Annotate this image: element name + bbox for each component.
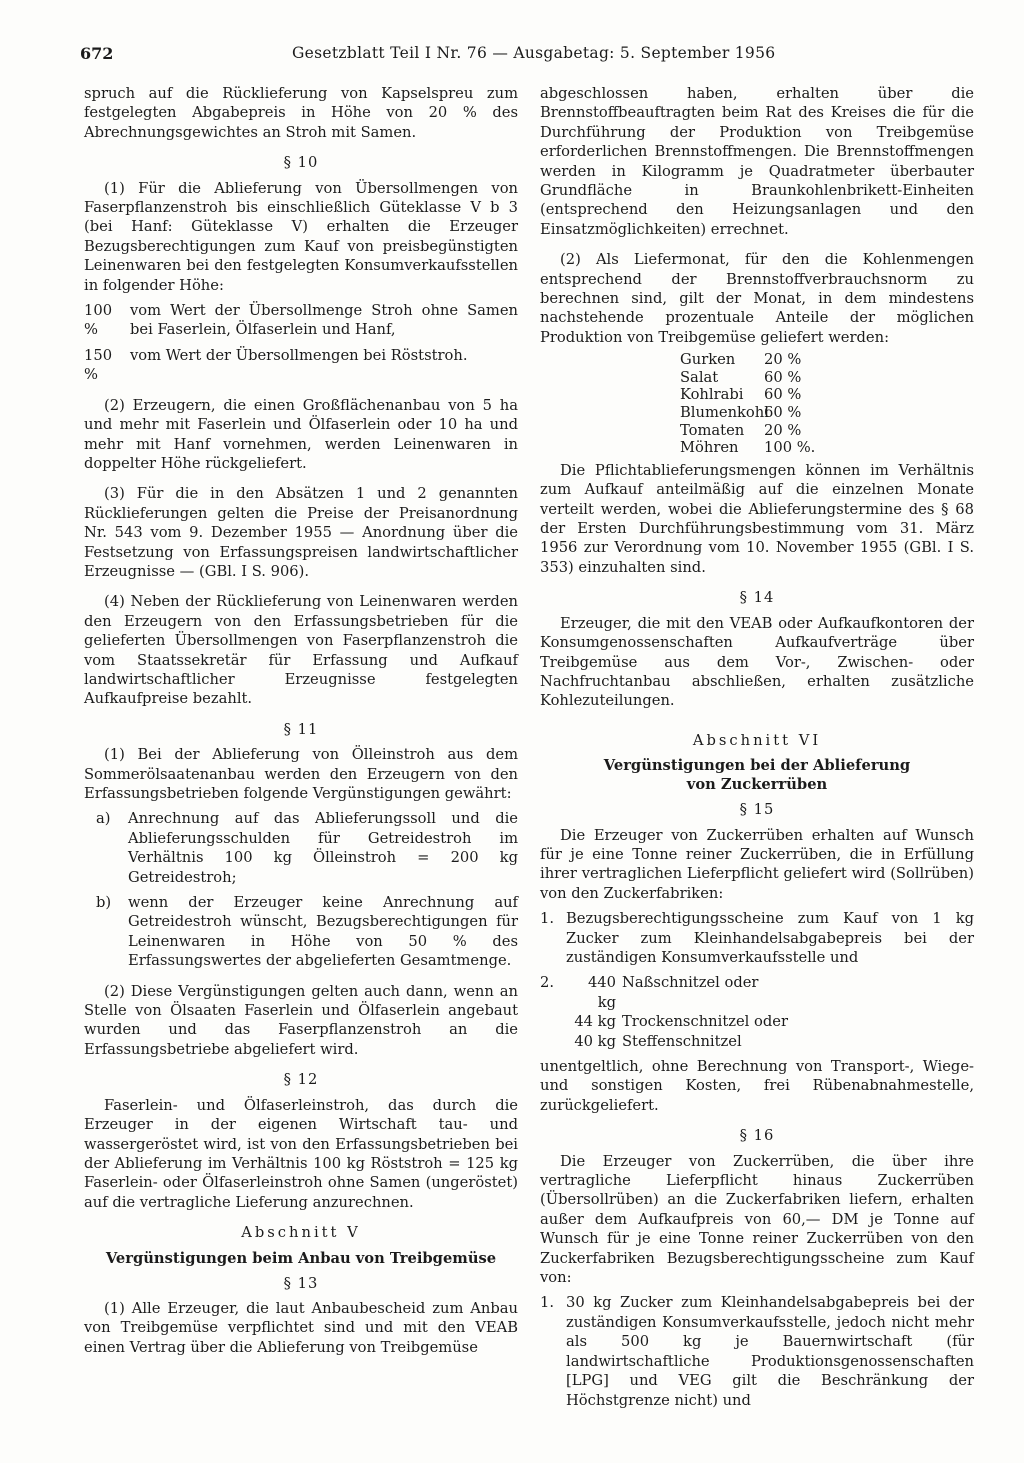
rate-item [84,301,518,340]
table-row [680,386,974,404]
section-heading: § 15 [739,801,775,819]
vegetable-percentage: 60 % [764,386,802,404]
amount: 44 kg [574,1013,616,1031]
rate-label: 150 % [84,346,113,384]
table-row [680,439,974,457]
list-label: 1. [540,910,555,928]
paragraph: Faserlein- und Ölfaserleinstroh, das durch die Erzeuger in der eigenen Wirtschaft tau- und wassergeröstet wird, ist von den Erfassungsbetrieben bei der Ablieferung im Verhältnis 100 kg Röststroh = 125 kg Faserlein- oder Ölfaserleinstroh ohne Samen (ungeröstet) auf die vertragliche Lieferung anzurechnen. [84,1096,518,1211]
paragraph: spruch auf die Rücklieferung von Kapselspreu zum festgelegten Abgabepreis in Höhe von 20 % des Abrechnungsgewichtes an Stroh mit Samen. [84,85,518,141]
vegetable-name: Tomaten [680,421,745,439]
list-item [540,1293,974,1409]
list-item [540,909,974,967]
paragraph: abgeschlossen haben, erhalten über die Brennstoffbeauftragten beim Rat des Kreises die für die Durchführung der Produktion von Treibgemüse erforderlichen Brennstoffmengen. Die Brennstoffmengen werden in Kilogramm je Quadratmeter überbauter Grundfläche in Braunkohlenbrikett-Einheiten (entsprechend den Heizungsanlagen und den Einsatzmöglichkeiten) errechnet. [540,85,974,238]
paragraph: (1) Alle Erzeuger, die laut Anbaubescheid zum Anbau von Treibgemüse verpflichtet sind und mit den VEAB einen Vertrag über die Ablieferung von Treibgemüse [84,1299,518,1356]
amount-text: Naßschnitzel oder [622,974,759,992]
right-column [540,84,974,1410]
table-row [680,404,974,422]
vegetable-percentage: 20 % [764,351,802,369]
table-row [680,422,974,440]
rate-text: vom Wert der Übersollmenge Stroh ohne Samen bei Faserlein, Ölfaserlein und Hanf, [130,302,518,339]
amount-text: Trockenschnitzel oder [622,1013,788,1031]
paragraph: (1) Bei der Ablieferung von Ölleinstroh aus dem Sommerölsaatenanbau werden den Erzeugern von den Erfassungsbetrieben folgende Vergünstigungen gewährt: [84,746,518,802]
table-row [680,369,974,387]
abschnitt-title-line: von Zuckerrüben [686,776,828,794]
section-heading: § 12 [283,1071,319,1089]
paragraph: (4) Neben der Rücklieferung von Leinenwaren werden den Erzeugern von den Erfassungsbetrieben für die gelieferten Übersollmengen von Faserpflanzenstroh die vom Staatssekretär für Erfassung und Aufkauf landwirtschaftlicher Erzeugnisse festgelegten Aufkaufpreise bezahlt. [84,593,518,708]
vegetable-name: Salat [680,368,719,386]
list-item [84,809,518,887]
list-label: 2. [540,974,555,992]
list-item [540,973,974,1051]
list-label: a) [96,810,111,828]
section-heading: § 10 [283,154,319,172]
section-heading: § 13 [283,1274,319,1292]
amount-row [540,1012,974,1031]
section-heading: § 14 [739,589,775,607]
amount-row [540,973,974,1012]
list-text: Anrechnung auf das Ablieferungssoll und die Ablieferungsschulden für Getreidestroh im Verhältnis 100 kg Ölleinstroh = 200 kg Getreidestroh; [128,810,518,886]
paragraph: (2) Erzeugern, die einen Großflächenanbau von 5 ha und mehr mit Faserlein und Ölfaserlein oder 10 ha und mehr mit Hanf vornehmen, werden Leinenwaren in doppelter Höhe rückgeliefert. [84,396,518,472]
amount-row [540,1032,974,1051]
vegetable-table [680,351,974,457]
amount-text: Steffenschnitzel [622,1032,742,1050]
rate-item [84,346,518,385]
list-label: b) [96,894,112,912]
vegetable-name: Kohlrabi [680,386,744,404]
amount: 40 kg [574,1032,616,1050]
paragraph: Die Erzeuger von Zuckerrüben erhalten auf Wunsch für je eine Tonne reiner Zuckerrüben, die in Erfüllung ihrer vertraglichen Lieferpflicht geliefert wird (Sollrüben) von den Zuckerfabriken: [540,826,974,902]
section-heading: § 11 [283,720,319,738]
amount: 440 kg [587,974,616,1011]
rate-text: vom Wert der Übersollmengen bei Röststroh. [130,346,468,364]
paragraph: unentgeltlich, ohne Berechnung von Transport-, Wiege- und sonstigen Kosten, frei Rübenabnahmestelle, zurückgeliefert. [540,1058,974,1114]
paragraph: (2) Diese Vergünstigungen gelten auch dann, wenn an Stelle von Ölsaaten Faserlein und Ölfaserlein angebaut wurden und das Faserpflanzenstroh an die Erfassungsbetriebe abgeliefert wird. [84,982,518,1058]
abschnitt-heading: Abschnitt VI [692,731,822,749]
page-number: 672 [80,44,114,63]
paragraph: (1) Für die Ablieferung von Übersollmengen von Faserpflanzenstroh bis einschließlich Güteklasse V b 3 (bei Hanf: Güteklasse V) erhalten die Erzeuger Bezugsberechtigungen zum Kauf von preisbegünstigten Leinenwaren bei den festgelegten Konsumverkaufsstellen in folgender Höhe: [84,179,518,294]
paragraph: Die Erzeuger von Zuckerrüben, die über ihre vertragliche Lieferpflicht hinaus Zuckerrüben (Übersollrüben) an die Zuckerfabriken liefern, erhalten außer dem Aufkaufpreis von 60,— DM je Tonne auf Wunsch für je eine Tonne reiner Zuckerrüben von den Zuckerfabriken Bezugsberechtigungsscheine zum Kauf von: [540,1152,974,1287]
list-label: 1. [540,1294,555,1312]
list-item [84,893,518,971]
left-column [84,84,518,1357]
running-head: Gesetzblatt Teil I Nr. 76 — Ausgabetag: 5. September 1956 [292,44,776,62]
vegetable-name: Blumenkohl [680,404,769,422]
paragraph: (3) Für die in den Absätzen 1 und 2 genannten Rücklieferungen gelten die Preise der Preisanordnung Nr. 543 vom 9. Dezember 1955 — Anordnung über die Festsetzung von Erfassungspreisen landwirtschaftlicher Erzeugnisse — (GBl. I S. 906). [84,485,518,580]
abschnitt-heading: Abschnitt V [241,1224,361,1242]
abschnitt-title: Vergünstigungen beim Anbau von Treibgemüse [105,1249,497,1267]
paragraph: (2) Als Liefermonat, für den die Kohlenmengen entsprechend der Brennstoffverbrauchsnorm zu berechnen sind, gilt der Monat, in dem mindestens nachstehende prozentuale Anteile der möglichen Produktion von Treibgemüse geliefert werden: [540,251,974,346]
section-heading: § 16 [739,1127,775,1145]
list-text: Bezugsberechtigungsscheine zum Kauf von 1 kg Zucker zum Kleinhandelsabgabepreis bei der zuständigen Konsumverkaufsstelle und [566,910,974,966]
vegetable-percentage: 60 % [764,404,802,422]
abschnitt-title-line: Vergünstigungen bei der Ablieferung [603,757,911,775]
paragraph: Erzeuger, die mit den VEAB oder Aufkaufkontoren der Konsumgenossenschaften Aufkaufverträge über Treibgemüse aus dem Vor-, Zwischen- oder Nachfruchtanbau abschließen, erhalten zusätzliche Kohlezuteilungen. [540,614,974,710]
paragraph: Die Pflichtablieferungsmengen können im Verhältnis zum Aufkauf anteilmäßig auf die einzelnen Monate verteilt werden, wobei die Ablieferungstermine des § 68 der Ersten Durchführungsbestimmung vom 31. März 1956 zur Verordnung vom 10. November 1955 (GBl. I S. 353) einzuhalten sind. [540,461,974,576]
vegetable-percentage: 60 % [764,368,802,386]
rate-label: 100 % [84,302,113,339]
vegetable-percentage: 100 %. [764,439,816,457]
list-text: wenn der Erzeuger keine Anrechnung auf Getreidestroh wünscht, Bezugsberechtigungen für Leinenwaren in Höhe von 50 % des Erfassungswertes der abgelieferten Gesamtmenge. [128,894,518,970]
vegetable-name: Gurken [680,351,736,369]
page-header [80,44,940,70]
vegetable-name: Möhren [680,439,739,457]
table-row [680,351,974,369]
list-text: 30 kg Zucker zum Kleinhandelsabgabepreis bei der zuständigen Konsumverkaufsstelle, jedoch nicht mehr als 500 kg je Bauernwirtschaft (für landwirtschaftliche Produktionsgenossenschaften [LPG] und VEG gilt die Beschränkung der Höchstgrenze nicht) und [566,1294,974,1409]
vegetable-percentage: 20 % [764,421,802,439]
